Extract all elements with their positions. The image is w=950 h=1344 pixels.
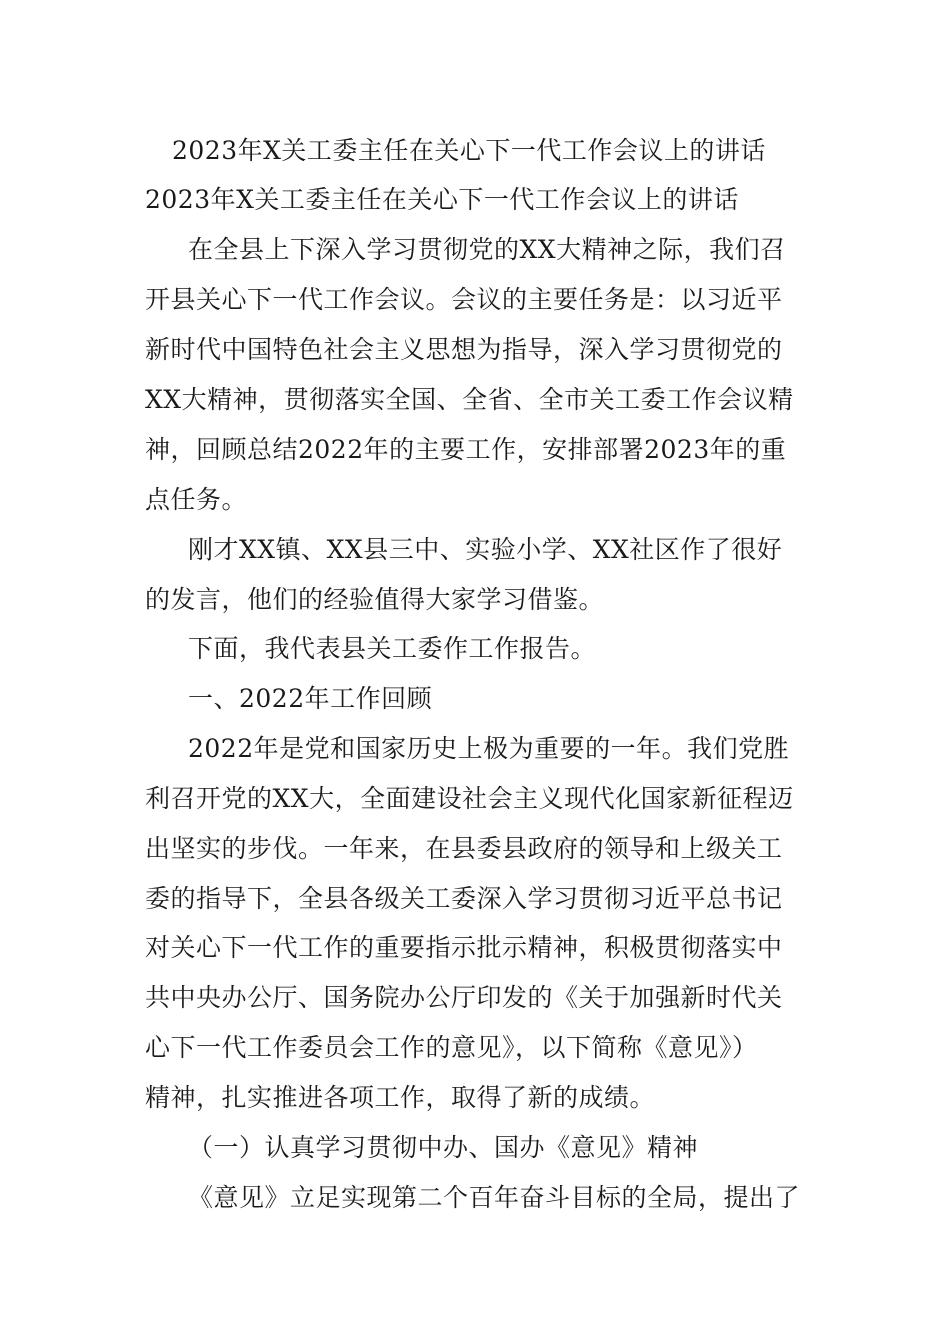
- document-title-repeat: 2023年X关工委主任在关心下一代工作会议上的讲话: [145, 185, 739, 214]
- paragraph-line: 精神，扎实推进各项工作，取得了新的成绩。: [145, 1083, 656, 1112]
- paragraph-line: 的发言，他们的经验值得大家学习借鉴。: [145, 585, 605, 614]
- document-title: 2023年X关工委主任在关心下一代工作会议上的讲话: [172, 136, 766, 165]
- paragraph-line: 点任务。: [145, 485, 248, 514]
- paragraph-line: 共中央办公厅、国务院办公厅印发的《关于加强新时代关: [145, 983, 783, 1012]
- paragraph-line: 利召开党的XX大，全面建设社会主义现代化国家新征程迈: [145, 784, 794, 813]
- paragraph-line: 《意见》立足实现第二个百年奋斗目标的全局，提出了: [188, 1183, 801, 1212]
- paragraph-line: 神，回顾总结2022年的主要工作，安排部署2023年的重: [145, 435, 787, 464]
- paragraph-line: 刚才XX镇、XX县三中、实验小学、XX社区作了很好: [188, 535, 783, 564]
- subheading: （一）认真学习贯彻中办、国办《意见》精神: [188, 1133, 699, 1162]
- paragraph-line: 心下一代工作委员会工作的意见》，以下简称《意见》）: [145, 1033, 758, 1062]
- paragraph-line: 开县关心下一代工作会议。会议的主要任务是：以习近平: [145, 285, 783, 314]
- paragraph-line: 对关心下一代工作的重要指示批示精神，积极贯彻落实中: [145, 933, 783, 962]
- paragraph-line: 下面，我代表县关工委作工作报告。: [188, 634, 597, 663]
- paragraph-line: XX大精神，贯彻落实全国、全省、全市关工委工作会议精: [145, 385, 794, 414]
- paragraph-line: 在全县上下深入学习贯彻党的XX大精神之际，我们召: [188, 235, 786, 264]
- paragraph-line: 委的指导下，全县各级关工委深入学习贯彻习近平总书记: [145, 884, 783, 913]
- section-heading: 一、2022年工作回顾: [188, 684, 433, 713]
- paragraph-line: 出坚实的步伐。一年来，在县委县政府的领导和上级关工: [145, 834, 783, 863]
- paragraph-line: 2022年是党和国家历史上极为重要的一年。我们党胜: [188, 734, 790, 763]
- paragraph-line: 新时代中国特色社会主义思想为指导，深入学习贯彻党的: [145, 335, 783, 364]
